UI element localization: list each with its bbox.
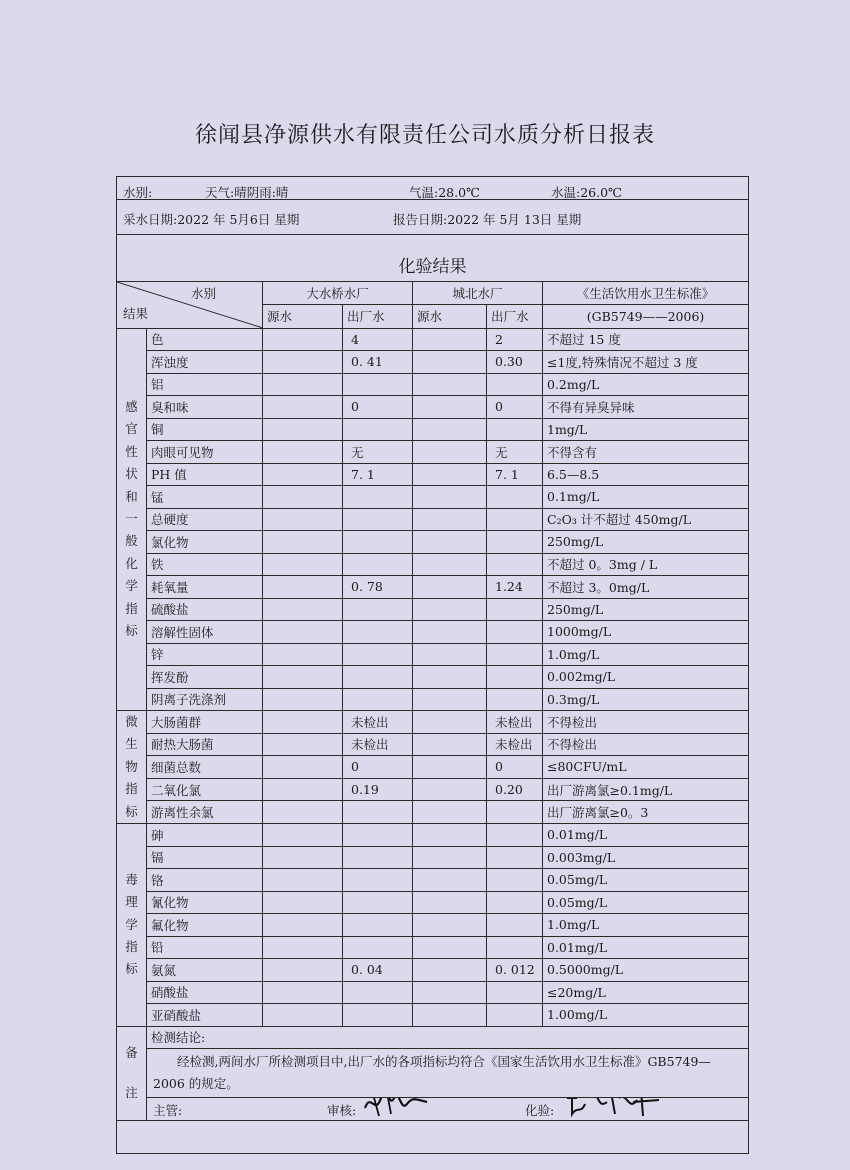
dashuiqiao-source-value: [263, 711, 343, 734]
dashuiqiao-output-value: [343, 1004, 413, 1027]
conclusion-text: 经检测,两间水厂所检测项目中,出厂水的各项指标均符合《国家生活饮用水卫生标准》GB5749—2006 的规定。: [147, 1049, 749, 1098]
chengbei-output-value: [487, 486, 543, 509]
chengbei-source-value: [413, 621, 487, 644]
dashuiqiao-output-value: [343, 486, 413, 509]
chengbei-output-value: 未检出: [487, 711, 543, 734]
table-row: [117, 801, 749, 824]
chengbei-source-value: [413, 711, 487, 734]
diagonal-bottom-label: 结果: [123, 305, 149, 321]
standard-limit: 1.0mg/L: [543, 643, 749, 666]
chengbei-source-value: [413, 981, 487, 1004]
col-output-water-1: 出厂水: [343, 305, 413, 329]
dashuiqiao-output-value: [343, 553, 413, 576]
item-name: 游离性余氯: [147, 801, 263, 824]
diagonal-top-label: 水别: [190, 285, 216, 301]
item-name: 挥发酚: [147, 666, 263, 689]
signature-cell: [147, 1098, 749, 1121]
standard-limit: 0.002mg/L: [543, 666, 749, 689]
table-row: [117, 553, 749, 576]
table-row: [117, 373, 749, 396]
item-name: 镉: [147, 846, 263, 869]
chengbei-output-value: 未检出: [487, 733, 543, 756]
chengbei-source-value: [413, 328, 487, 351]
dashuiqiao-source-value: [263, 351, 343, 374]
group-label-char: 学: [125, 916, 138, 932]
chengbei-output-value: [487, 373, 543, 396]
standard-limit: 0.05mg/L: [543, 869, 749, 892]
group-label-char: 毒: [125, 871, 138, 887]
table-row: [117, 441, 749, 464]
standard-name: 《生活饮用水卫生标准》: [543, 281, 749, 305]
dashuiqiao-output-value: [343, 531, 413, 554]
item-name: 亚硝酸盐: [147, 1004, 263, 1027]
chengbei-source-value: [413, 824, 487, 847]
chengbei-source-value: [413, 869, 487, 892]
dashuiqiao-source-value: [263, 621, 343, 644]
chengbei-output-value: 0. 012: [487, 959, 543, 982]
item-name: 溶解性固体: [147, 621, 263, 644]
chengbei-source-value: [413, 846, 487, 869]
dashuiqiao-output-value: [343, 598, 413, 621]
group-label-char: 感: [125, 399, 138, 415]
group-label-char: 一: [125, 511, 138, 527]
chengbei-source-value: [413, 914, 487, 937]
item-name: 肉眼可见物: [147, 441, 263, 464]
table-row: [117, 981, 749, 1004]
dashuiqiao-source-value: [263, 981, 343, 1004]
group-label-char: 学: [125, 578, 138, 594]
dashuiqiao-source-value: [263, 328, 343, 351]
dashuiqiao-source-value: [263, 936, 343, 959]
dashuiqiao-source-value: [263, 869, 343, 892]
chengbei-source-value: [413, 959, 487, 982]
chengbei-output-value: 1.24: [487, 576, 543, 599]
dashuiqiao-source-value: [263, 846, 343, 869]
chengbei-output-value: [487, 418, 543, 441]
dashuiqiao-source-value: [263, 666, 343, 689]
table-row: [117, 846, 749, 869]
standard-limit: ≤1度,特殊情况不超过 3 度: [543, 351, 749, 374]
item-name: 氯化物: [147, 531, 263, 554]
dashuiqiao-source-value: [263, 733, 343, 756]
group-label-char: 指: [125, 781, 138, 797]
chengbei-output-value: [487, 824, 543, 847]
standard-limit: 不得检出: [543, 711, 749, 734]
plant-dashuiqiao: 大水桥水厂: [263, 281, 413, 305]
standard-limit: C₂O₃ 计不超过 450mg/L: [543, 508, 749, 531]
report-title: 徐闻县净源供水有限责任公司水质分析日报表: [194, 123, 655, 148]
standard-limit: ≤20mg/L: [543, 981, 749, 1004]
subtitle-row: [117, 234, 749, 281]
chengbei-output-value: [487, 688, 543, 711]
table-row: [117, 508, 749, 531]
item-name: 浑浊度: [147, 351, 263, 374]
dashuiqiao-source-value: [263, 508, 343, 531]
dashuiqiao-source-value: [263, 531, 343, 554]
table-row: [117, 891, 749, 914]
item-name: 铜: [147, 418, 263, 441]
dashuiqiao-output-value: 0: [343, 396, 413, 419]
diagonal-header-cell: [117, 281, 263, 328]
dashuiqiao-output-value: 未检出: [343, 733, 413, 756]
dashuiqiao-output-value: [343, 914, 413, 937]
chengbei-output-value: [487, 846, 543, 869]
standard-code: (GB5749——2006): [543, 305, 749, 329]
chengbei-source-value: [413, 576, 487, 599]
dashuiqiao-source-value: [263, 914, 343, 937]
dashuiqiao-output-value: 未检出: [343, 711, 413, 734]
notes-row-text: [117, 1049, 749, 1098]
chengbei-output-value: 0: [487, 756, 543, 779]
standard-limit: 0.003mg/L: [543, 846, 749, 869]
group-label-char: 生: [125, 736, 138, 752]
item-name: 耐热大肠菌: [147, 733, 263, 756]
standard-limit: 出厂游离氯≥0。3: [543, 801, 749, 824]
weather-label: 天气:晴阴雨:晴: [205, 185, 289, 199]
info-row-dates: [117, 199, 749, 234]
water-quality-table: [116, 176, 749, 1154]
group-label-char: 和: [125, 488, 138, 504]
dashuiqiao-source-value: [263, 778, 343, 801]
chengbei-source-value: [413, 801, 487, 824]
dashuiqiao-source-value: [263, 441, 343, 464]
group-label: [117, 328, 147, 711]
dashuiqiao-source-value: [263, 824, 343, 847]
table-row: [117, 396, 749, 419]
standard-limit: 0.3mg/L: [543, 688, 749, 711]
standard-limit: 0.2mg/L: [543, 373, 749, 396]
item-name: 氨氮: [147, 959, 263, 982]
dashuiqiao-source-value: [263, 891, 343, 914]
chengbei-source-value: [413, 733, 487, 756]
notes-label-char: 注: [125, 1085, 138, 1101]
dashuiqiao-output-value: 0.19: [343, 778, 413, 801]
table-row: [117, 576, 749, 599]
group-label-char: 官: [125, 421, 138, 437]
dashuiqiao-source-value: [263, 688, 343, 711]
standard-limit: 不得检出: [543, 733, 749, 756]
group-label: [117, 824, 147, 1027]
chengbei-output-value: [487, 914, 543, 937]
table-row: [117, 824, 749, 847]
group-label: [117, 711, 147, 824]
dashuiqiao-source-value: [263, 598, 343, 621]
standard-limit: 不超过 3。0mg/L: [543, 576, 749, 599]
dashuiqiao-source-value: [263, 959, 343, 982]
group-label-char: 般: [125, 533, 138, 549]
lab-results-title: 化验结果: [117, 234, 749, 281]
dashuiqiao-source-value: [263, 1004, 343, 1027]
table-row: [117, 418, 749, 441]
chengbei-output-value: [487, 643, 543, 666]
group-label-char: 指: [125, 600, 138, 616]
notes-label: [117, 1026, 147, 1121]
dashuiqiao-source-value: [263, 373, 343, 396]
dashuiqiao-output-value: [343, 666, 413, 689]
chengbei-source-value: [413, 1004, 487, 1027]
air-temp-label: 气温:28.0℃: [409, 185, 481, 199]
chengbei-source-value: [413, 643, 487, 666]
chengbei-source-value: [413, 531, 487, 554]
item-name: 总硬度: [147, 508, 263, 531]
dashuiqiao-output-value: 无: [343, 441, 413, 464]
standard-limit: 1mg/L: [543, 418, 749, 441]
item-name: 砷: [147, 824, 263, 847]
table-row: [117, 869, 749, 892]
dashuiqiao-output-value: 0. 78: [343, 576, 413, 599]
item-name: 色: [147, 328, 263, 351]
item-name: 二氧化氯: [147, 778, 263, 801]
reviewer-label: 审核:: [327, 1103, 357, 1119]
dashuiqiao-output-value: [343, 936, 413, 959]
chengbei-output-value: 2: [487, 328, 543, 351]
standard-limit: 出厂游离氯≥0.1mg/L: [543, 778, 749, 801]
chengbei-output-value: [487, 553, 543, 576]
item-name: 大肠菌群: [147, 711, 263, 734]
table-row: [117, 328, 749, 351]
table-row: [117, 733, 749, 756]
chengbei-source-value: [413, 351, 487, 374]
info-row-weather: [117, 177, 749, 200]
dashuiqiao-output-value: [343, 846, 413, 869]
standard-limit: 1000mg/L: [543, 621, 749, 644]
table-row: [117, 778, 749, 801]
chengbei-output-value: 0.20: [487, 778, 543, 801]
standard-limit: 0.01mg/L: [543, 936, 749, 959]
standard-limit: 不得含有: [543, 441, 749, 464]
chengbei-output-value: 7. 1: [487, 463, 543, 486]
dashuiqiao-output-value: [343, 508, 413, 531]
dashuiqiao-output-value: 0. 04: [343, 959, 413, 982]
dashuiqiao-output-value: [343, 824, 413, 847]
standard-limit: 0.01mg/L: [543, 824, 749, 847]
item-name: 硫酸盐: [147, 598, 263, 621]
table-row: [117, 711, 749, 734]
tester-signature: [563, 1098, 663, 1121]
group-label-char: 微: [125, 714, 138, 729]
chengbei-output-value: [487, 508, 543, 531]
chengbei-output-value: [487, 801, 543, 824]
item-name: 阴离子洗涤剂: [147, 688, 263, 711]
chengbei-output-value: [487, 891, 543, 914]
chengbei-source-value: [413, 936, 487, 959]
dashuiqiao-output-value: 0: [343, 756, 413, 779]
dashuiqiao-output-value: 4: [343, 328, 413, 351]
table-row: [117, 688, 749, 711]
water-type-label: 水别:: [123, 185, 153, 199]
chengbei-output-value: [487, 1004, 543, 1027]
item-name: 氰化物: [147, 891, 263, 914]
standard-limit: 0.1mg/L: [543, 486, 749, 509]
chengbei-source-value: [413, 486, 487, 509]
item-name: 铬: [147, 869, 263, 892]
chengbei-source-value: [413, 441, 487, 464]
item-name: 铅: [147, 936, 263, 959]
chengbei-source-value: [413, 553, 487, 576]
table-row: [117, 351, 749, 374]
dashuiqiao-source-value: [263, 643, 343, 666]
group-label-char: 理: [125, 894, 138, 910]
group-label-char: 标: [125, 803, 138, 819]
chengbei-output-value: [487, 598, 543, 621]
dashuiqiao-output-value: [343, 869, 413, 892]
chengbei-source-value: [413, 778, 487, 801]
table-row: [117, 914, 749, 937]
chengbei-source-value: [413, 688, 487, 711]
dashuiqiao-source-value: [263, 576, 343, 599]
standard-limit: 250mg/L: [543, 531, 749, 554]
reviewer-signature: [361, 1098, 431, 1121]
standard-limit: 1.00mg/L: [543, 1004, 749, 1027]
header-row-1: [117, 281, 749, 305]
table-row: [117, 486, 749, 509]
standard-limit: ≤80CFU/mL: [543, 756, 749, 779]
group-label-char: 标: [125, 961, 138, 977]
chengbei-output-value: [487, 869, 543, 892]
chengbei-source-value: [413, 373, 487, 396]
dashuiqiao-source-value: [263, 486, 343, 509]
standard-limit: 不得有异臭异味: [543, 396, 749, 419]
dashuiqiao-source-value: [263, 396, 343, 419]
standard-limit: 1.0mg/L: [543, 914, 749, 937]
chengbei-output-value: [487, 666, 543, 689]
group-label-char: 标: [125, 623, 138, 639]
dashuiqiao-output-value: [343, 621, 413, 644]
dashuiqiao-output-value: 7. 1: [343, 463, 413, 486]
blank-cell: [117, 1121, 749, 1154]
col-source-water-2: 源水: [413, 305, 487, 329]
water-temp-label: 水温:26.0℃: [551, 185, 623, 199]
chengbei-source-value: [413, 418, 487, 441]
chengbei-output-value: 无: [487, 441, 543, 464]
dashuiqiao-output-value: [343, 801, 413, 824]
chengbei-source-value: [413, 891, 487, 914]
dashuiqiao-output-value: [343, 891, 413, 914]
notes-label-char: 备: [125, 1045, 138, 1061]
dashuiqiao-source-value: [263, 756, 343, 779]
chengbei-source-value: [413, 756, 487, 779]
group-label-char: 性: [125, 443, 138, 459]
standard-limit: 6.5—8.5: [543, 463, 749, 486]
chengbei-source-value: [413, 666, 487, 689]
standard-limit: 250mg/L: [543, 598, 749, 621]
chengbei-output-value: [487, 936, 543, 959]
table-row: [117, 643, 749, 666]
table-row: [117, 1004, 749, 1027]
table-row: [117, 756, 749, 779]
table-row: [117, 621, 749, 644]
dashuiqiao-output-value: [343, 418, 413, 441]
item-name: 铁: [147, 553, 263, 576]
table-row: [117, 959, 749, 982]
item-name: 锰: [147, 486, 263, 509]
plant-chengbei: 城北水厂: [413, 281, 543, 305]
chengbei-source-value: [413, 598, 487, 621]
dashuiqiao-output-value: [343, 688, 413, 711]
table-row: [117, 531, 749, 554]
dashuiqiao-source-value: [263, 463, 343, 486]
tester-label: 化验:: [525, 1103, 555, 1119]
group-label-char: 状: [125, 466, 138, 482]
chengbei-source-value: [413, 463, 487, 486]
chengbei-output-value: [487, 621, 543, 644]
table-row: [117, 666, 749, 689]
blank-bottom-row: [117, 1121, 749, 1154]
table-row: [117, 936, 749, 959]
item-name: 氟化物: [147, 914, 263, 937]
dashuiqiao-source-value: [263, 801, 343, 824]
item-name: PH 值: [147, 463, 263, 486]
report-date: 报告日期:2022 年 5月 13日 星期: [393, 211, 582, 227]
item-name: 硝酸盐: [147, 981, 263, 1004]
item-name: 铝: [147, 373, 263, 396]
standard-limit: 不超过 0。3mg / L: [543, 553, 749, 576]
dashuiqiao-output-value: [343, 373, 413, 396]
dashuiqiao-output-value: [343, 643, 413, 666]
conclusion-label: 检测结论:: [147, 1026, 749, 1049]
chengbei-source-value: [413, 396, 487, 419]
dashuiqiao-source-value: [263, 418, 343, 441]
supervisor-label: 主管:: [153, 1103, 183, 1119]
group-label-char: 物: [125, 758, 138, 774]
col-source-water-1: 源水: [263, 305, 343, 329]
dashuiqiao-source-value: [263, 553, 343, 576]
table-row: [117, 598, 749, 621]
chengbei-output-value: 0.30: [487, 351, 543, 374]
chengbei-output-value: 0: [487, 396, 543, 419]
dashuiqiao-output-value: [343, 981, 413, 1004]
item-name: 臭和味: [147, 396, 263, 419]
standard-limit: 0.5000mg/L: [543, 959, 749, 982]
chengbei-output-value: [487, 531, 543, 554]
notes-row-signatures: [117, 1098, 749, 1121]
item-name: 锌: [147, 643, 263, 666]
sampling-date: 采水日期:2022 年 5月6日 星期: [123, 211, 300, 227]
dashuiqiao-output-value: 0. 41: [343, 351, 413, 374]
item-name: 耗氧量: [147, 576, 263, 599]
standard-limit: 0.05mg/L: [543, 891, 749, 914]
item-name: 细菌总数: [147, 756, 263, 779]
standard-limit: 不超过 15 度: [543, 328, 749, 351]
group-label-char: 指: [125, 938, 138, 954]
col-output-water-2: 出厂水: [487, 305, 543, 329]
chengbei-source-value: [413, 508, 487, 531]
chengbei-output-value: [487, 981, 543, 1004]
notes-row-conclusion: [117, 1026, 749, 1049]
group-label-char: 化: [125, 555, 138, 571]
table-row: [117, 463, 749, 486]
